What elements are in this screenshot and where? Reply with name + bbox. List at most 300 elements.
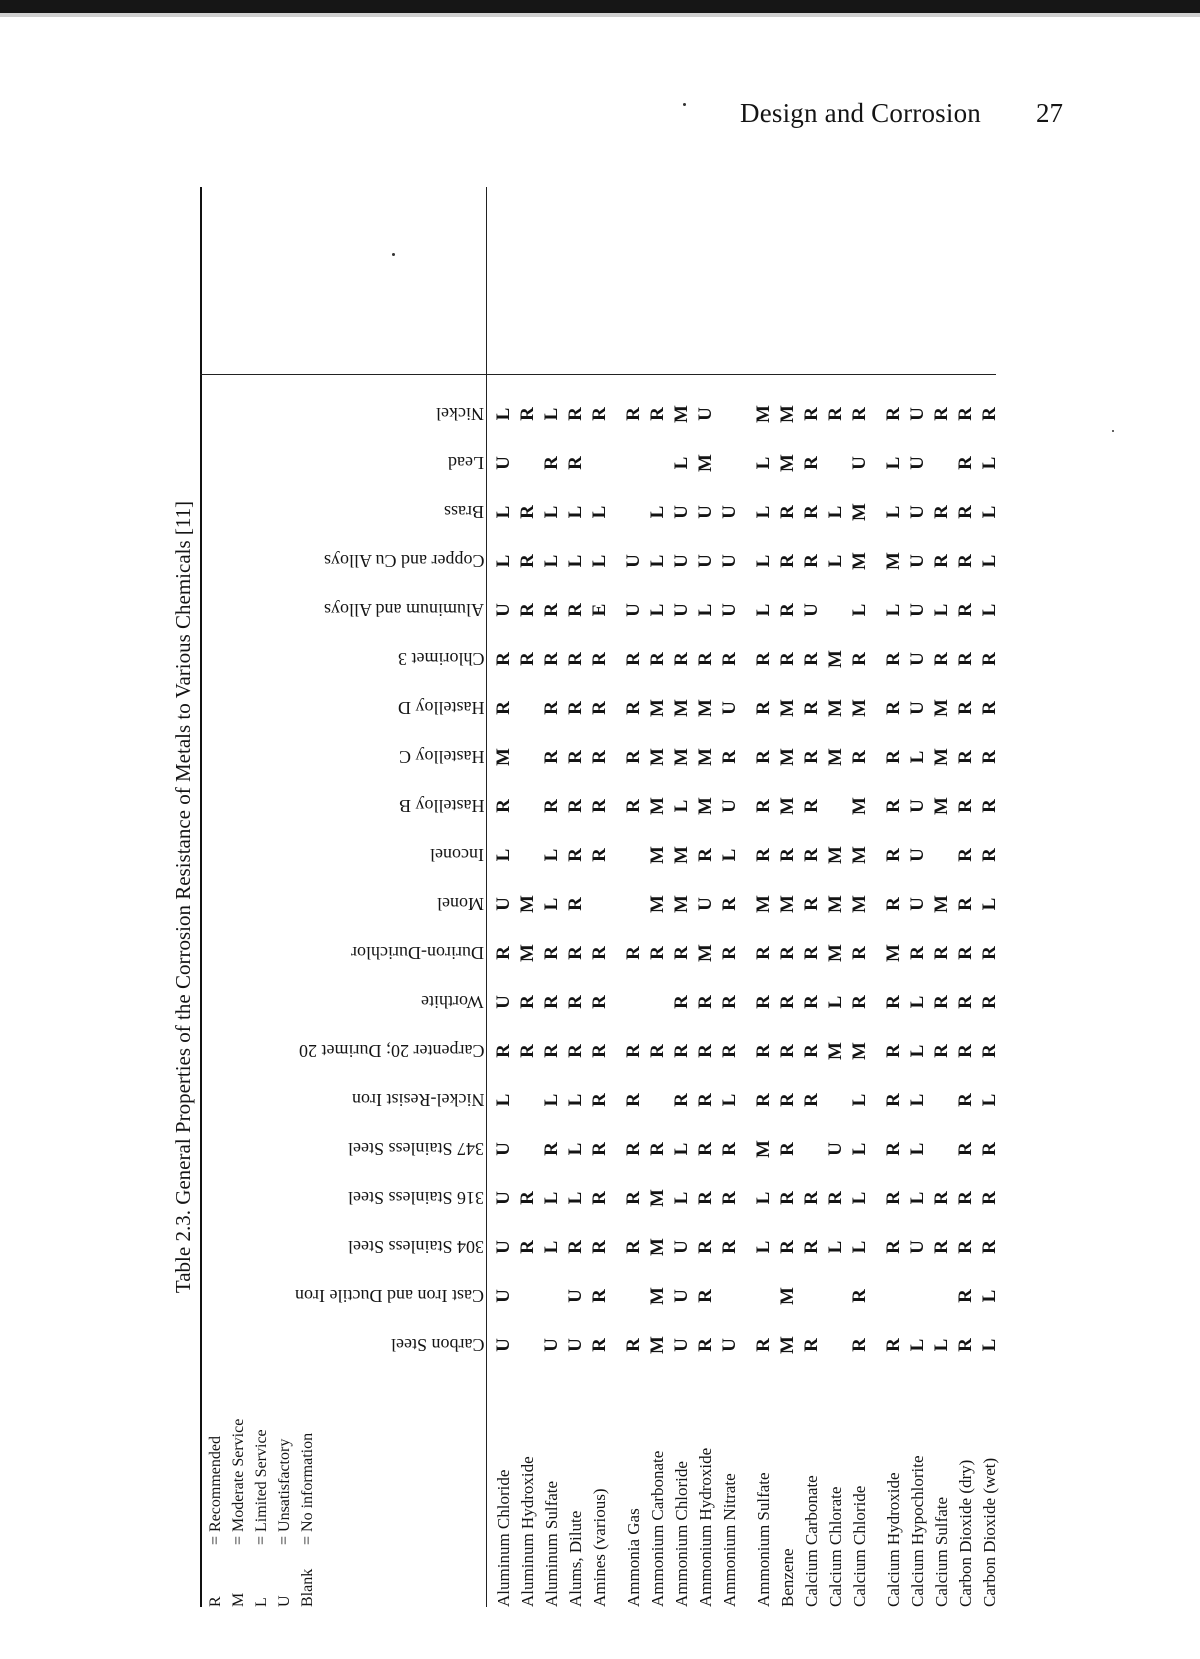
row-chemical-name: Ammonium Chloride (672, 1461, 691, 1607)
column-header-label: 304 Stainless Steel (348, 1237, 484, 1257)
rating-cell: R (777, 554, 798, 568)
rating-cell: L (541, 1240, 562, 1254)
rating-cell: R (979, 995, 1000, 1009)
rating-cell: M (647, 699, 668, 717)
rating-cell: L (979, 897, 1000, 911)
rating-cell: U (907, 848, 928, 862)
rating-cell: L (979, 456, 1000, 470)
rating-cell: M (647, 1238, 668, 1256)
rating-cell: R (849, 652, 870, 666)
rating-cell: R (517, 1044, 538, 1058)
rating-cell: R (801, 1093, 822, 1107)
rating-cell: M (825, 1042, 846, 1060)
rating-cell (646, 451, 670, 475)
rating-cell: L (541, 407, 562, 421)
rating-cell: M (647, 895, 668, 913)
table-legend (204, 1377, 319, 1607)
table-row (800, 187, 824, 1607)
rating-cell: R (517, 1240, 538, 1254)
rating-cell: L (825, 554, 846, 568)
rating-cell: R (955, 946, 976, 960)
rating-cell: L (647, 505, 668, 519)
rating-cell: R (695, 1142, 716, 1156)
rating-cell: R (955, 1142, 976, 1156)
rating-cell: R (777, 1191, 798, 1205)
rating-cell: R (719, 897, 740, 911)
rating-cell: R (589, 1142, 610, 1156)
rating-cell: M (647, 748, 668, 766)
rating-cell: R (647, 407, 668, 421)
rating-cell: L (979, 1338, 1000, 1352)
rating-cell: M (647, 1336, 668, 1354)
column-header-label: Nickel-Resist Iron (351, 1090, 484, 1110)
row-chemical-name: Calcium Sulfate (932, 1496, 951, 1607)
rating-cell (718, 1284, 742, 1308)
rating-cell: R (541, 995, 562, 1009)
rating-cell: R (801, 799, 822, 813)
table-row (718, 187, 742, 1607)
rating-cell: L (849, 1093, 870, 1107)
rating-cell: R (931, 1191, 952, 1205)
rating-cell: R (777, 1240, 798, 1254)
rating-cell: R (671, 1044, 692, 1058)
rating-cell: U (493, 456, 514, 470)
rating-cell: L (883, 456, 904, 470)
column-header-label: Hastelloy B (398, 796, 484, 816)
rating-cell: M (671, 699, 692, 717)
rating-cell: R (493, 946, 514, 960)
rating-cell: R (753, 1093, 774, 1107)
rating-cell: L (493, 1093, 514, 1107)
rating-cell: R (753, 1044, 774, 1058)
table-row (752, 187, 776, 1607)
rating-cell: M (777, 1336, 798, 1354)
column-header-label: Hastelloy D (397, 698, 484, 718)
rating-cell: R (695, 995, 716, 1009)
rating-cell: U (907, 897, 928, 911)
column-header (204, 1235, 484, 1259)
rating-cell: R (883, 407, 904, 421)
rating-cell: R (801, 1338, 822, 1352)
rating-cell: R (493, 799, 514, 813)
rating-cell: R (541, 799, 562, 813)
rating-cell: U (719, 554, 740, 568)
rating-cell: M (671, 895, 692, 913)
rating-cell: R (565, 995, 586, 1009)
rating-cell: M (671, 405, 692, 423)
rating-cell: U (907, 554, 928, 568)
row-chemical-name: Ammonium Carbonate (648, 1450, 667, 1607)
rating-cell: L (849, 603, 870, 617)
rating-cell: R (695, 1338, 716, 1352)
rating-cell: L (541, 505, 562, 519)
rating-cell: U (493, 995, 514, 1009)
rating-cell: R (695, 1044, 716, 1058)
row-chemical-name: Calcium Chlorate (826, 1486, 845, 1607)
rating-cell: M (753, 405, 774, 423)
rating-cell: R (883, 750, 904, 764)
rating-cell: R (695, 1289, 716, 1303)
rating-cell: R (541, 701, 562, 715)
rating-cell: R (883, 897, 904, 911)
rating-cell: R (753, 1338, 774, 1352)
rating-cell: R (955, 1044, 976, 1058)
rating-cell: L (671, 799, 692, 813)
rating-cell (824, 1333, 848, 1357)
rating-cell (622, 500, 646, 524)
rating-cell: R (777, 1044, 798, 1058)
rating-cell: L (979, 505, 1000, 519)
rating-cell (516, 1088, 540, 1112)
column-header (204, 500, 484, 524)
rating-cell: M (777, 895, 798, 913)
rating-cell: M (931, 797, 952, 815)
rating-cell: R (565, 701, 586, 715)
rating-cell: M (931, 748, 952, 766)
rating-cell: R (589, 1289, 610, 1303)
rating-cell: R (883, 1240, 904, 1254)
rating-cell: R (719, 1191, 740, 1205)
rating-cell: R (883, 1338, 904, 1352)
rating-cell: R (955, 1289, 976, 1303)
rating-cell (516, 794, 540, 818)
rating-cell: R (955, 1338, 976, 1352)
rating-cell: R (777, 848, 798, 862)
rating-cell: R (979, 799, 1000, 813)
rating-cell: R (801, 946, 822, 960)
rating-cell: R (955, 1191, 976, 1205)
rating-cell: M (777, 454, 798, 472)
rating-cell: R (565, 1044, 586, 1058)
column-header-label: Hastelloy C (398, 747, 484, 767)
rating-cell (752, 1284, 776, 1308)
rating-cell: L (541, 1191, 562, 1205)
rating-cell: R (801, 652, 822, 666)
column-header (204, 843, 484, 867)
rating-cell: R (517, 1191, 538, 1205)
rating-cell: U (719, 603, 740, 617)
rating-cell: R (623, 1191, 644, 1205)
rating-cell: M (825, 895, 846, 913)
rating-cell: R (541, 946, 562, 960)
column-header-label: Carbon Steel (390, 1335, 484, 1355)
rating-cell: M (849, 552, 870, 570)
rating-cell: R (517, 995, 538, 1009)
rating-cell (800, 1137, 824, 1161)
rating-cell: M (825, 650, 846, 668)
rating-cell (588, 892, 612, 916)
rating-cell: L (979, 1093, 1000, 1107)
rating-cell: R (565, 407, 586, 421)
rating-cell: R (979, 750, 1000, 764)
rating-cell: R (753, 799, 774, 813)
rating-cell (516, 843, 540, 867)
column-header (204, 794, 484, 818)
row-chemical-name: Ammonium Sulfate (754, 1472, 773, 1607)
rating-cell: R (565, 897, 586, 911)
rating-cell: R (647, 652, 668, 666)
column-header (204, 1186, 484, 1210)
rating-cell: U (695, 897, 716, 911)
rating-cell: M (753, 895, 774, 913)
rating-cell: R (931, 946, 952, 960)
rating-cell (622, 892, 646, 916)
rating-cell: U (719, 505, 740, 519)
rating-cell: R (883, 799, 904, 813)
rating-cell: R (565, 799, 586, 813)
rating-cell: R (883, 1044, 904, 1058)
rating-cell: L (541, 1093, 562, 1107)
legend-row (204, 1377, 227, 1607)
rating-cell: R (541, 750, 562, 764)
rating-cell: U (825, 1142, 846, 1156)
rating-cell: R (883, 1142, 904, 1156)
rating-cell: L (979, 603, 1000, 617)
rating-cell: R (541, 1044, 562, 1058)
column-header-label: Aluminum and Alloys (323, 600, 484, 620)
column-header-label: 316 Stainless Steel (348, 1188, 484, 1208)
rating-cell: R (849, 995, 870, 1009)
rating-cell: R (565, 456, 586, 470)
column-header-label: Inconel (430, 845, 484, 865)
rating-cell: L (907, 1093, 928, 1107)
rating-cell: L (493, 554, 514, 568)
rating-cell: U (493, 1240, 514, 1254)
rating-cell (516, 1137, 540, 1161)
rating-cell: L (753, 456, 774, 470)
rating-cell: R (623, 1338, 644, 1352)
rating-cell: R (589, 1191, 610, 1205)
rating-cell: L (849, 1240, 870, 1254)
rating-cell: R (541, 652, 562, 666)
rating-cell: R (589, 750, 610, 764)
table-row (978, 187, 1002, 1607)
rating-cell: L (647, 554, 668, 568)
rating-cell: R (979, 946, 1000, 960)
rating-cell: R (777, 652, 798, 666)
rating-cell: R (955, 603, 976, 617)
rating-cell (622, 990, 646, 1014)
legend-text: = Moderate Service (230, 1418, 247, 1545)
column-header-label: 347 Stainless Steel (348, 1139, 484, 1159)
rating-cell: U (801, 603, 822, 617)
rating-cell: R (931, 995, 952, 1009)
rating-cell: R (493, 652, 514, 666)
rating-cell: U (719, 1338, 740, 1352)
rating-cell: R (753, 946, 774, 960)
column-header-label: Brass (444, 502, 484, 522)
rating-cell (824, 794, 848, 818)
rating-cell: R (801, 1044, 822, 1058)
table-row (954, 187, 978, 1607)
rating-cell: R (647, 1142, 668, 1156)
rating-cell: R (623, 1142, 644, 1156)
rating-cell: R (955, 750, 976, 764)
rating-cell: R (883, 1191, 904, 1205)
rating-cell: L (931, 603, 952, 617)
rating-cell: U (907, 603, 928, 617)
table-row (824, 187, 848, 1607)
rating-cell: R (623, 407, 644, 421)
table-row (492, 187, 516, 1607)
rating-cell: R (719, 995, 740, 1009)
rating-cell: R (589, 799, 610, 813)
rating-cell: L (753, 505, 774, 519)
rating-cell: L (719, 1093, 740, 1107)
rating-cell (930, 1284, 954, 1308)
rating-cell: R (589, 848, 610, 862)
rating-cell (540, 1284, 564, 1308)
rating-cell: M (825, 846, 846, 864)
rating-cell (516, 745, 540, 769)
legend-key: U (276, 1595, 293, 1607)
rating-cell: R (883, 995, 904, 1009)
column-header (204, 1039, 484, 1063)
column-header-label: Chlorimet 3 (397, 649, 484, 669)
rating-cell: M (695, 748, 716, 766)
rating-cell: M (647, 797, 668, 815)
rating-cell: R (695, 1093, 716, 1107)
rating-cell: R (931, 407, 952, 421)
rating-cell: U (671, 1338, 692, 1352)
rating-cell (622, 1284, 646, 1308)
rating-cell: R (517, 603, 538, 617)
table-row (848, 187, 872, 1607)
rating-cell: R (907, 946, 928, 960)
rating-cell: R (753, 750, 774, 764)
column-header (204, 1088, 484, 1112)
rating-cell: U (671, 1240, 692, 1254)
rating-cell: L (565, 554, 586, 568)
rating-cell: M (647, 1287, 668, 1305)
rating-cell: M (825, 699, 846, 717)
rating-cell: R (623, 1240, 644, 1254)
rating-cell: L (907, 1338, 928, 1352)
rating-cell: M (671, 748, 692, 766)
rating-cell: M (849, 797, 870, 815)
rating-cell (516, 451, 540, 475)
legend-row (227, 1377, 250, 1607)
rating-cell: L (493, 407, 514, 421)
legend-key: M (230, 1592, 247, 1607)
rating-cell: L (565, 505, 586, 519)
rating-cell: R (955, 652, 976, 666)
rating-cell: U (493, 1289, 514, 1303)
rating-cell: R (589, 652, 610, 666)
rating-cell: U (907, 456, 928, 470)
rating-cell: R (695, 652, 716, 666)
rating-cell: L (907, 1191, 928, 1205)
rating-cell: R (801, 407, 822, 421)
rating-cell (718, 451, 742, 475)
rating-cell: R (931, 1044, 952, 1058)
rating-cell: R (979, 1044, 1000, 1058)
rating-cell (824, 1284, 848, 1308)
rating-cell: L (565, 1093, 586, 1107)
rating-cell: R (801, 554, 822, 568)
rating-cell: R (955, 554, 976, 568)
rating-cell: R (883, 1093, 904, 1107)
rating-cell: L (565, 1191, 586, 1205)
rating-cell: R (517, 407, 538, 421)
rating-cell: R (955, 701, 976, 715)
rating-cell: R (979, 1240, 1000, 1254)
rating-cell: U (695, 554, 716, 568)
legend-text: = Limited Service (253, 1429, 270, 1545)
rating-cell: U (907, 701, 928, 715)
rating-cell: U (493, 1191, 514, 1205)
rotated-table (170, 187, 1000, 1607)
column-header-label: Carpenter 20; Durimet 20 (298, 1041, 484, 1061)
rating-cell: L (907, 1044, 928, 1058)
rating-cell: R (517, 652, 538, 666)
rating-cell: L (907, 995, 928, 1009)
rating-cell: M (695, 797, 716, 815)
rating-cell: R (777, 946, 798, 960)
row-chemical-name: Carbon Dioxide (wet) (980, 1457, 999, 1607)
column-headers (204, 377, 484, 1357)
rating-cell: L (849, 1191, 870, 1205)
rating-cell: R (849, 946, 870, 960)
column-header-label: Nickel (436, 404, 484, 424)
rating-cell: R (777, 505, 798, 519)
rating-cell: M (647, 1189, 668, 1207)
rating-cell (588, 451, 612, 475)
rating-cell: R (955, 407, 976, 421)
rating-cell: R (955, 1093, 976, 1107)
column-header (204, 598, 484, 622)
rating-cell: R (955, 897, 976, 911)
rating-cell: R (671, 652, 692, 666)
rating-cell: L (541, 848, 562, 862)
rating-cell: R (719, 1240, 740, 1254)
rating-cell: E (589, 603, 610, 617)
column-header (204, 1137, 484, 1161)
rating-cell: R (753, 701, 774, 715)
rating-cell: L (883, 603, 904, 617)
rating-cell: U (671, 603, 692, 617)
rating-cell (930, 1137, 954, 1161)
rating-cell: L (979, 554, 1000, 568)
rating-cell: R (883, 848, 904, 862)
rating-cell: R (695, 848, 716, 862)
page-number: 27 (1036, 98, 1063, 128)
rating-cell: U (623, 603, 644, 617)
rating-cell: R (955, 799, 976, 813)
rating-cell: R (565, 603, 586, 617)
rating-cell: R (565, 750, 586, 764)
rating-cell: R (753, 995, 774, 1009)
rating-cell: M (695, 944, 716, 962)
rating-cell: R (517, 505, 538, 519)
column-header (204, 696, 484, 720)
rating-cell: U (565, 1289, 586, 1303)
rating-cell: R (623, 799, 644, 813)
table-row (694, 187, 718, 1607)
rating-cell: R (695, 1240, 716, 1254)
rating-cell: L (907, 750, 928, 764)
rating-cell: L (695, 603, 716, 617)
rating-cell: U (493, 897, 514, 911)
rating-cell: R (825, 1191, 846, 1205)
running-head: Design and Corrosion (740, 98, 981, 128)
rating-cell: R (979, 1191, 1000, 1205)
rating-cell: U (695, 407, 716, 421)
rating-cell: R (541, 1142, 562, 1156)
rating-cell: M (777, 1287, 798, 1305)
column-header (204, 402, 484, 426)
rating-cell: U (541, 1338, 562, 1352)
